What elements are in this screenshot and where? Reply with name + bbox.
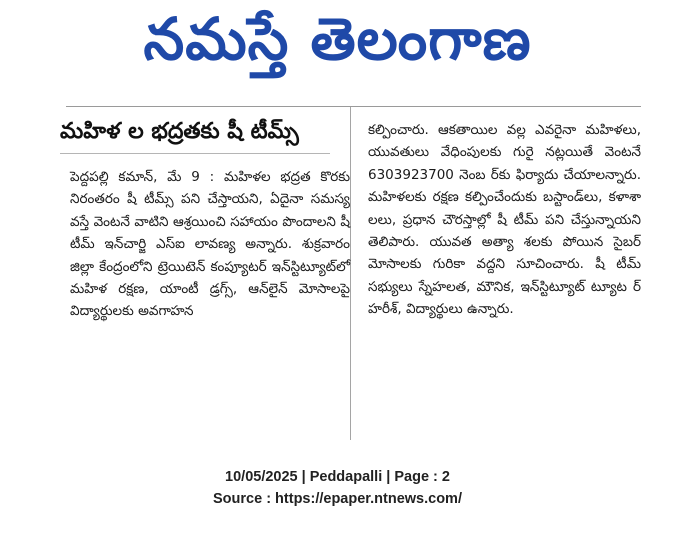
article-clipping <box>60 106 641 440</box>
article-headline: మహిళ ల భద్రతకు షీ టీమ్స్ <box>60 117 330 154</box>
article-body-right: కల్పించారు. ఆకతాయిల వల్ల ఎవరైనా మహిళలు, యువతులు వేధింపులకు గురై నట్లయితే వెంటనే 6303923700 నెంబ ర్‌కు ఫిర్యాదు చేయాలన్నారు. మహిళలకు రక్షణ కల్పించేందుకు బస్టాండ్‌లు, కళాశా లలు, ప్రధాన చౌరస్తాల్లో షీ టీమ్ పని చేస్తున్నాయని తెలిపారు. యువత అత్యా శలకు పోయిన సైబర్ మోసాలకు గురికా వద్దని సూచించారు. షీ టీమ్ సభ్యులు స్నేహలత, మౌనిక, ఇన్‌స్టిట్యూట్ ట్యూట ర్ హరీశ్, విద్యార్థులు ఉన్నారు. <box>368 122 641 318</box>
article-body-left: పెద్దపల్లి కమాన్, మే 9 : మహిళల భద్రత కొరకు నిరంతరం షీ టీమ్స్ పని చేస్తాయని, ఏదైనా సమస్య వస్తే వెంటనే వాటిని ఆశ్రయించి సహాయం పొందాలని షీ టీమ్ ఇన్‌చార్జి ఎస్ఐ లావణ్య అన్నారు. శుక్రవారం జిల్లా కేంద్రంలోని ట్రెయిటెన్ కంప్యూటర్ ఇన్‌స్టిట్యూట్‌లో మహిళ రక్షణ, యాంటీ డ్రగ్స్, ఆన్‌లైన్ మోసాలపై విద్యార్థులకు అవగాహన <box>70 169 350 320</box>
source-footer <box>0 466 675 510</box>
date-edition-page: 10/05/2025 | Peddapalli | Page : 2 <box>225 469 450 485</box>
masthead-logo <box>0 4 675 88</box>
source-link[interactable]: Source : https://epaper.ntnews.com/ <box>213 491 462 507</box>
article-right-column <box>368 119 641 321</box>
newspaper-title: నమస్తే తెలంగాణ <box>143 4 532 73</box>
article-left-column <box>60 107 351 440</box>
